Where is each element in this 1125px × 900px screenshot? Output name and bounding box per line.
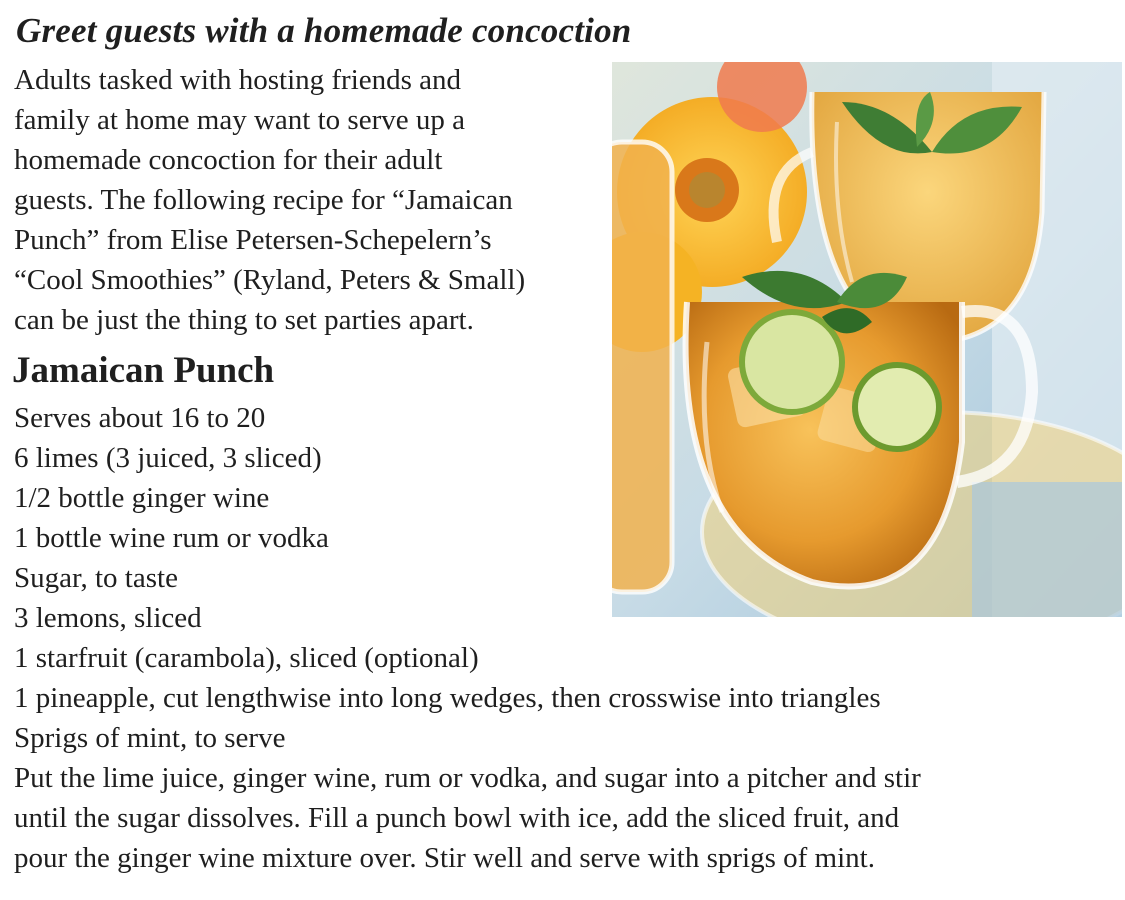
ingredient-list bbox=[14, 398, 881, 758]
directions-line: pour the ginger wine mixture over. Stir well and serve with sprigs of mint. bbox=[14, 842, 875, 874]
intro-line: “Cool Smoothies” (Ryland, Peters & Small) bbox=[14, 264, 526, 296]
directions-line: until the sugar dissolves. Fill a punch bowl with ice, add the sliced fruit, and bbox=[14, 802, 900, 834]
intro-line: Punch” from Elise Petersen-Schepelern’s bbox=[14, 224, 492, 256]
ingredient-item: Sugar, to taste bbox=[14, 562, 178, 594]
intro-line: guests. The following recipe for “Jamaican bbox=[14, 184, 513, 216]
headline: Greet guests with a homemade concoction bbox=[16, 11, 632, 50]
recipe-title: Jamaican Punch bbox=[12, 350, 275, 391]
intro-line: Adults tasked with hosting friends and bbox=[14, 64, 462, 96]
ingredient-item: 3 lemons, sliced bbox=[14, 602, 202, 634]
directions-paragraph bbox=[14, 758, 1114, 878]
ingredient-item: Sprigs of mint, to serve bbox=[14, 722, 286, 754]
intro-paragraph bbox=[14, 60, 614, 340]
ingredient-item: 1/2 bottle ginger wine bbox=[14, 482, 270, 514]
directions-line: Put the lime juice, ginger wine, rum or vodka, and sugar into a pitcher and stir bbox=[14, 762, 921, 794]
ingredient-item: 6 limes (3 juiced, 3 sliced) bbox=[14, 442, 322, 474]
ingredient-item: 1 starfruit (carambola), sliced (optional) bbox=[14, 642, 479, 674]
ingredient-item: 1 bottle wine rum or vodka bbox=[14, 522, 329, 554]
ingredient-item: 1 pineapple, cut lengthwise into long wedges, then crosswise into triangles bbox=[14, 682, 881, 714]
intro-line: can be just the thing to set parties apart. bbox=[14, 304, 474, 336]
intro-line: family at home may want to serve up a bbox=[14, 104, 465, 136]
servings-line: Serves about 16 to 20 bbox=[14, 402, 266, 434]
intro-line: homemade concoction for their adult bbox=[14, 144, 443, 176]
